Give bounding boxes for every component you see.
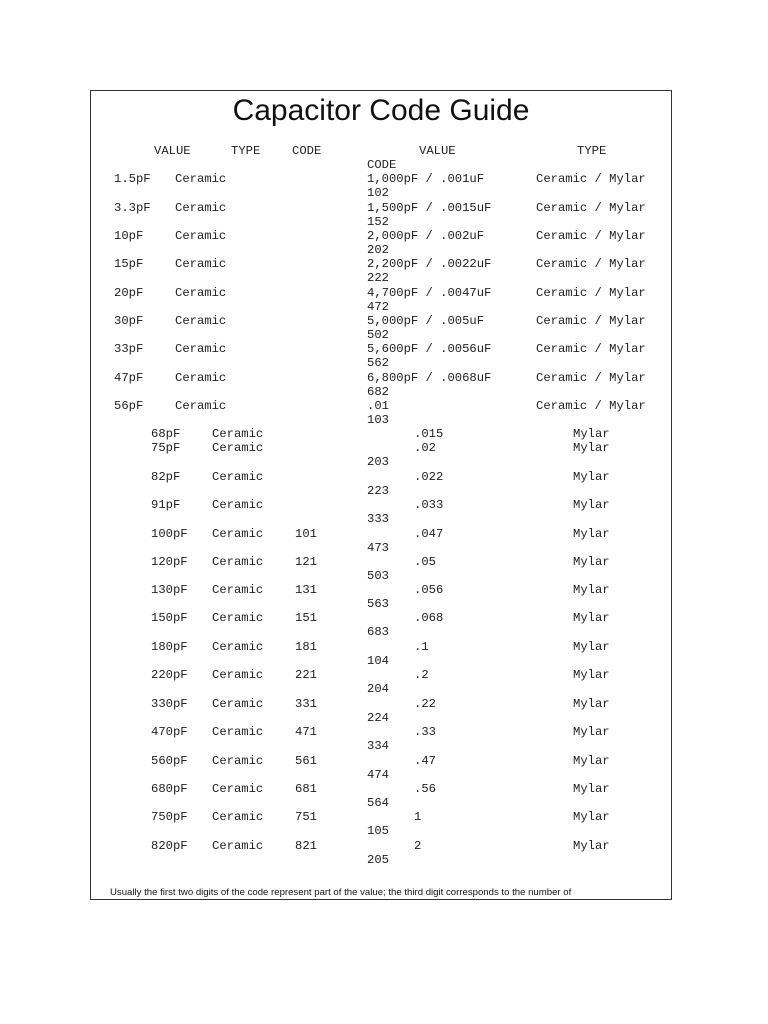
row-right-value: 4,700pF / .0047uF: [367, 286, 492, 300]
row-right-value: 2: [414, 839, 422, 853]
row-right-type: Mylar: [573, 527, 610, 541]
row-right-code: 683: [367, 625, 389, 639]
row-type: Ceramic: [175, 201, 227, 215]
row-type: Ceramic: [212, 640, 264, 654]
row-right-value: .2: [414, 668, 429, 682]
guide-frame: [90, 90, 672, 900]
row-type: Ceramic: [175, 229, 227, 243]
row-right-value: 1,000pF / .001uF: [367, 172, 485, 186]
row-type: Ceramic: [212, 470, 264, 484]
row-value: 47pF: [114, 371, 144, 385]
row-right-type: Ceramic / Mylar: [536, 399, 646, 413]
row-code: 131: [295, 583, 317, 597]
row-code: 151: [295, 611, 317, 625]
row-type: Ceramic: [175, 342, 227, 356]
row-right-value: .56: [414, 782, 436, 796]
row-right-type: Mylar: [573, 427, 610, 441]
row-right-code: 473: [367, 541, 389, 555]
row-value: 120pF: [151, 555, 188, 569]
row-right-type: Mylar: [573, 640, 610, 654]
row-right-value: .015: [414, 427, 444, 441]
row-right-code: 502: [367, 328, 389, 342]
row-type: Ceramic: [175, 371, 227, 385]
row-right-value: 5,600pF / .0056uF: [367, 342, 492, 356]
row-right-value: .01: [367, 399, 389, 413]
row-right-code: 222: [367, 271, 389, 285]
row-value: 560pF: [151, 754, 188, 768]
row-value: 220pF: [151, 668, 188, 682]
row-value: 15pF: [114, 257, 144, 271]
row-right-value: .05: [414, 555, 436, 569]
row-right-value: .033: [414, 498, 444, 512]
row-right-code: 203: [367, 455, 389, 469]
row-right-code: 105: [367, 824, 389, 838]
row-right-code: 682: [367, 385, 389, 399]
row-code: 681: [295, 782, 317, 796]
row-right-value: .02: [414, 441, 436, 455]
row-right-value: .068: [414, 611, 444, 625]
row-right-code: 563: [367, 597, 389, 611]
row-right-type: Mylar: [573, 725, 610, 739]
row-right-code: 224: [367, 711, 389, 725]
row-right-type: Mylar: [573, 668, 610, 682]
row-right-value: .1: [414, 640, 429, 654]
row-value: 180pF: [151, 640, 188, 654]
row-right-type: Mylar: [573, 697, 610, 711]
row-right-code: 503: [367, 569, 389, 583]
row-value: 56pF: [114, 399, 144, 413]
row-value: 470pF: [151, 725, 188, 739]
row-value: 130pF: [151, 583, 188, 597]
row-right-code: 152: [367, 215, 389, 229]
row-type: Ceramic: [212, 583, 264, 597]
row-right-code: 204: [367, 682, 389, 696]
row-right-type: Mylar: [573, 583, 610, 597]
row-right-code: 333: [367, 512, 389, 526]
row-right-code: 202: [367, 243, 389, 257]
row-value: 20pF: [114, 286, 144, 300]
row-right-type: Mylar: [573, 839, 610, 853]
row-right-value: 1,500pF / .0015uF: [367, 201, 492, 215]
row-right-type: Ceramic / Mylar: [536, 172, 646, 186]
row-right-value: 2,000pF / .002uF: [367, 229, 485, 243]
row-code: 751: [295, 810, 317, 824]
row-code: 181: [295, 640, 317, 654]
row-right-code: 223: [367, 484, 389, 498]
header-left-type: TYPE: [231, 144, 261, 158]
row-code: 221: [295, 668, 317, 682]
row-code: 471: [295, 725, 317, 739]
row-type: Ceramic: [212, 782, 264, 796]
row-right-type: Ceramic / Mylar: [536, 371, 646, 385]
row-right-type: Ceramic / Mylar: [536, 229, 646, 243]
row-right-type: Mylar: [573, 498, 610, 512]
row-right-value: 2,200pF / .0022uF: [367, 257, 492, 271]
row-type: Ceramic: [212, 839, 264, 853]
row-type: Ceramic: [175, 286, 227, 300]
row-right-code: 564: [367, 796, 389, 810]
row-value: 91pF: [151, 498, 181, 512]
row-code: 331: [295, 697, 317, 711]
row-value: 82pF: [151, 470, 181, 484]
row-type: Ceramic: [212, 697, 264, 711]
row-value: 33pF: [114, 342, 144, 356]
row-right-code: 562: [367, 356, 389, 370]
row-type: Ceramic: [175, 257, 227, 271]
header-right-value: VALUE: [419, 144, 456, 158]
footer-note: Usually the first two digits of the code represent part of the value; the third digit corresponds to the number of: [110, 887, 572, 898]
header-right-code: CODE: [367, 158, 397, 172]
header-right-type: TYPE: [577, 144, 607, 158]
row-right-type: Mylar: [573, 611, 610, 625]
row-right-type: Mylar: [573, 555, 610, 569]
row-value: 680pF: [151, 782, 188, 796]
row-type: Ceramic: [175, 172, 227, 186]
row-value: 100pF: [151, 527, 188, 541]
row-right-type: Mylar: [573, 470, 610, 484]
row-value: 3.3pF: [114, 201, 151, 215]
row-right-type: Ceramic / Mylar: [536, 342, 646, 356]
row-type: Ceramic: [175, 399, 227, 413]
row-right-code: 104: [367, 654, 389, 668]
row-right-code: 205: [367, 853, 389, 867]
row-type: Ceramic: [212, 725, 264, 739]
row-right-type: Ceramic / Mylar: [536, 314, 646, 328]
row-right-value: 5,000pF / .005uF: [367, 314, 485, 328]
row-code: 561: [295, 754, 317, 768]
row-value: 1.5pF: [114, 172, 151, 186]
row-right-value: .047: [414, 527, 444, 541]
row-value: 150pF: [151, 611, 188, 625]
row-type: Ceramic: [175, 314, 227, 328]
header-left-value: VALUE: [154, 144, 191, 158]
row-type: Ceramic: [212, 498, 264, 512]
row-right-type: Ceramic / Mylar: [536, 201, 646, 215]
row-code: 101: [295, 527, 317, 541]
page-title: Capacitor Code Guide: [232, 94, 530, 127]
row-value: 68pF: [151, 427, 181, 441]
row-value: 30pF: [114, 314, 144, 328]
row-value: 10pF: [114, 229, 144, 243]
row-right-type: Ceramic / Mylar: [536, 257, 646, 271]
row-right-value: .47: [414, 754, 436, 768]
row-value: 330pF: [151, 697, 188, 711]
row-right-type: Mylar: [573, 782, 610, 796]
row-code: 821: [295, 839, 317, 853]
row-type: Ceramic: [212, 527, 264, 541]
row-right-code: 472: [367, 300, 389, 314]
row-right-code: 474: [367, 768, 389, 782]
row-right-type: Mylar: [573, 754, 610, 768]
row-value: 750pF: [151, 810, 188, 824]
row-code: 121: [295, 555, 317, 569]
row-type: Ceramic: [212, 810, 264, 824]
row-right-type: Mylar: [573, 810, 610, 824]
row-type: Ceramic: [212, 555, 264, 569]
row-right-code: 103: [367, 413, 389, 427]
row-type: Ceramic: [212, 611, 264, 625]
header-left-code: CODE: [292, 144, 322, 158]
row-right-value: 6,800pF / .0068uF: [367, 371, 492, 385]
row-type: Ceramic: [212, 668, 264, 682]
row-right-value: .22: [414, 697, 436, 711]
row-type: Ceramic: [212, 427, 264, 441]
row-right-type: Ceramic / Mylar: [536, 286, 646, 300]
row-right-value: .022: [414, 470, 444, 484]
row-right-value: 1: [414, 810, 422, 824]
row-right-value: .33: [414, 725, 436, 739]
row-type: Ceramic: [212, 441, 264, 455]
row-right-code: 334: [367, 739, 389, 753]
row-right-value: .056: [414, 583, 444, 597]
row-right-type: Mylar: [573, 441, 610, 455]
row-value: 75pF: [151, 441, 181, 455]
row-value: 820pF: [151, 839, 188, 853]
row-type: Ceramic: [212, 754, 264, 768]
row-right-code: 102: [367, 186, 389, 200]
